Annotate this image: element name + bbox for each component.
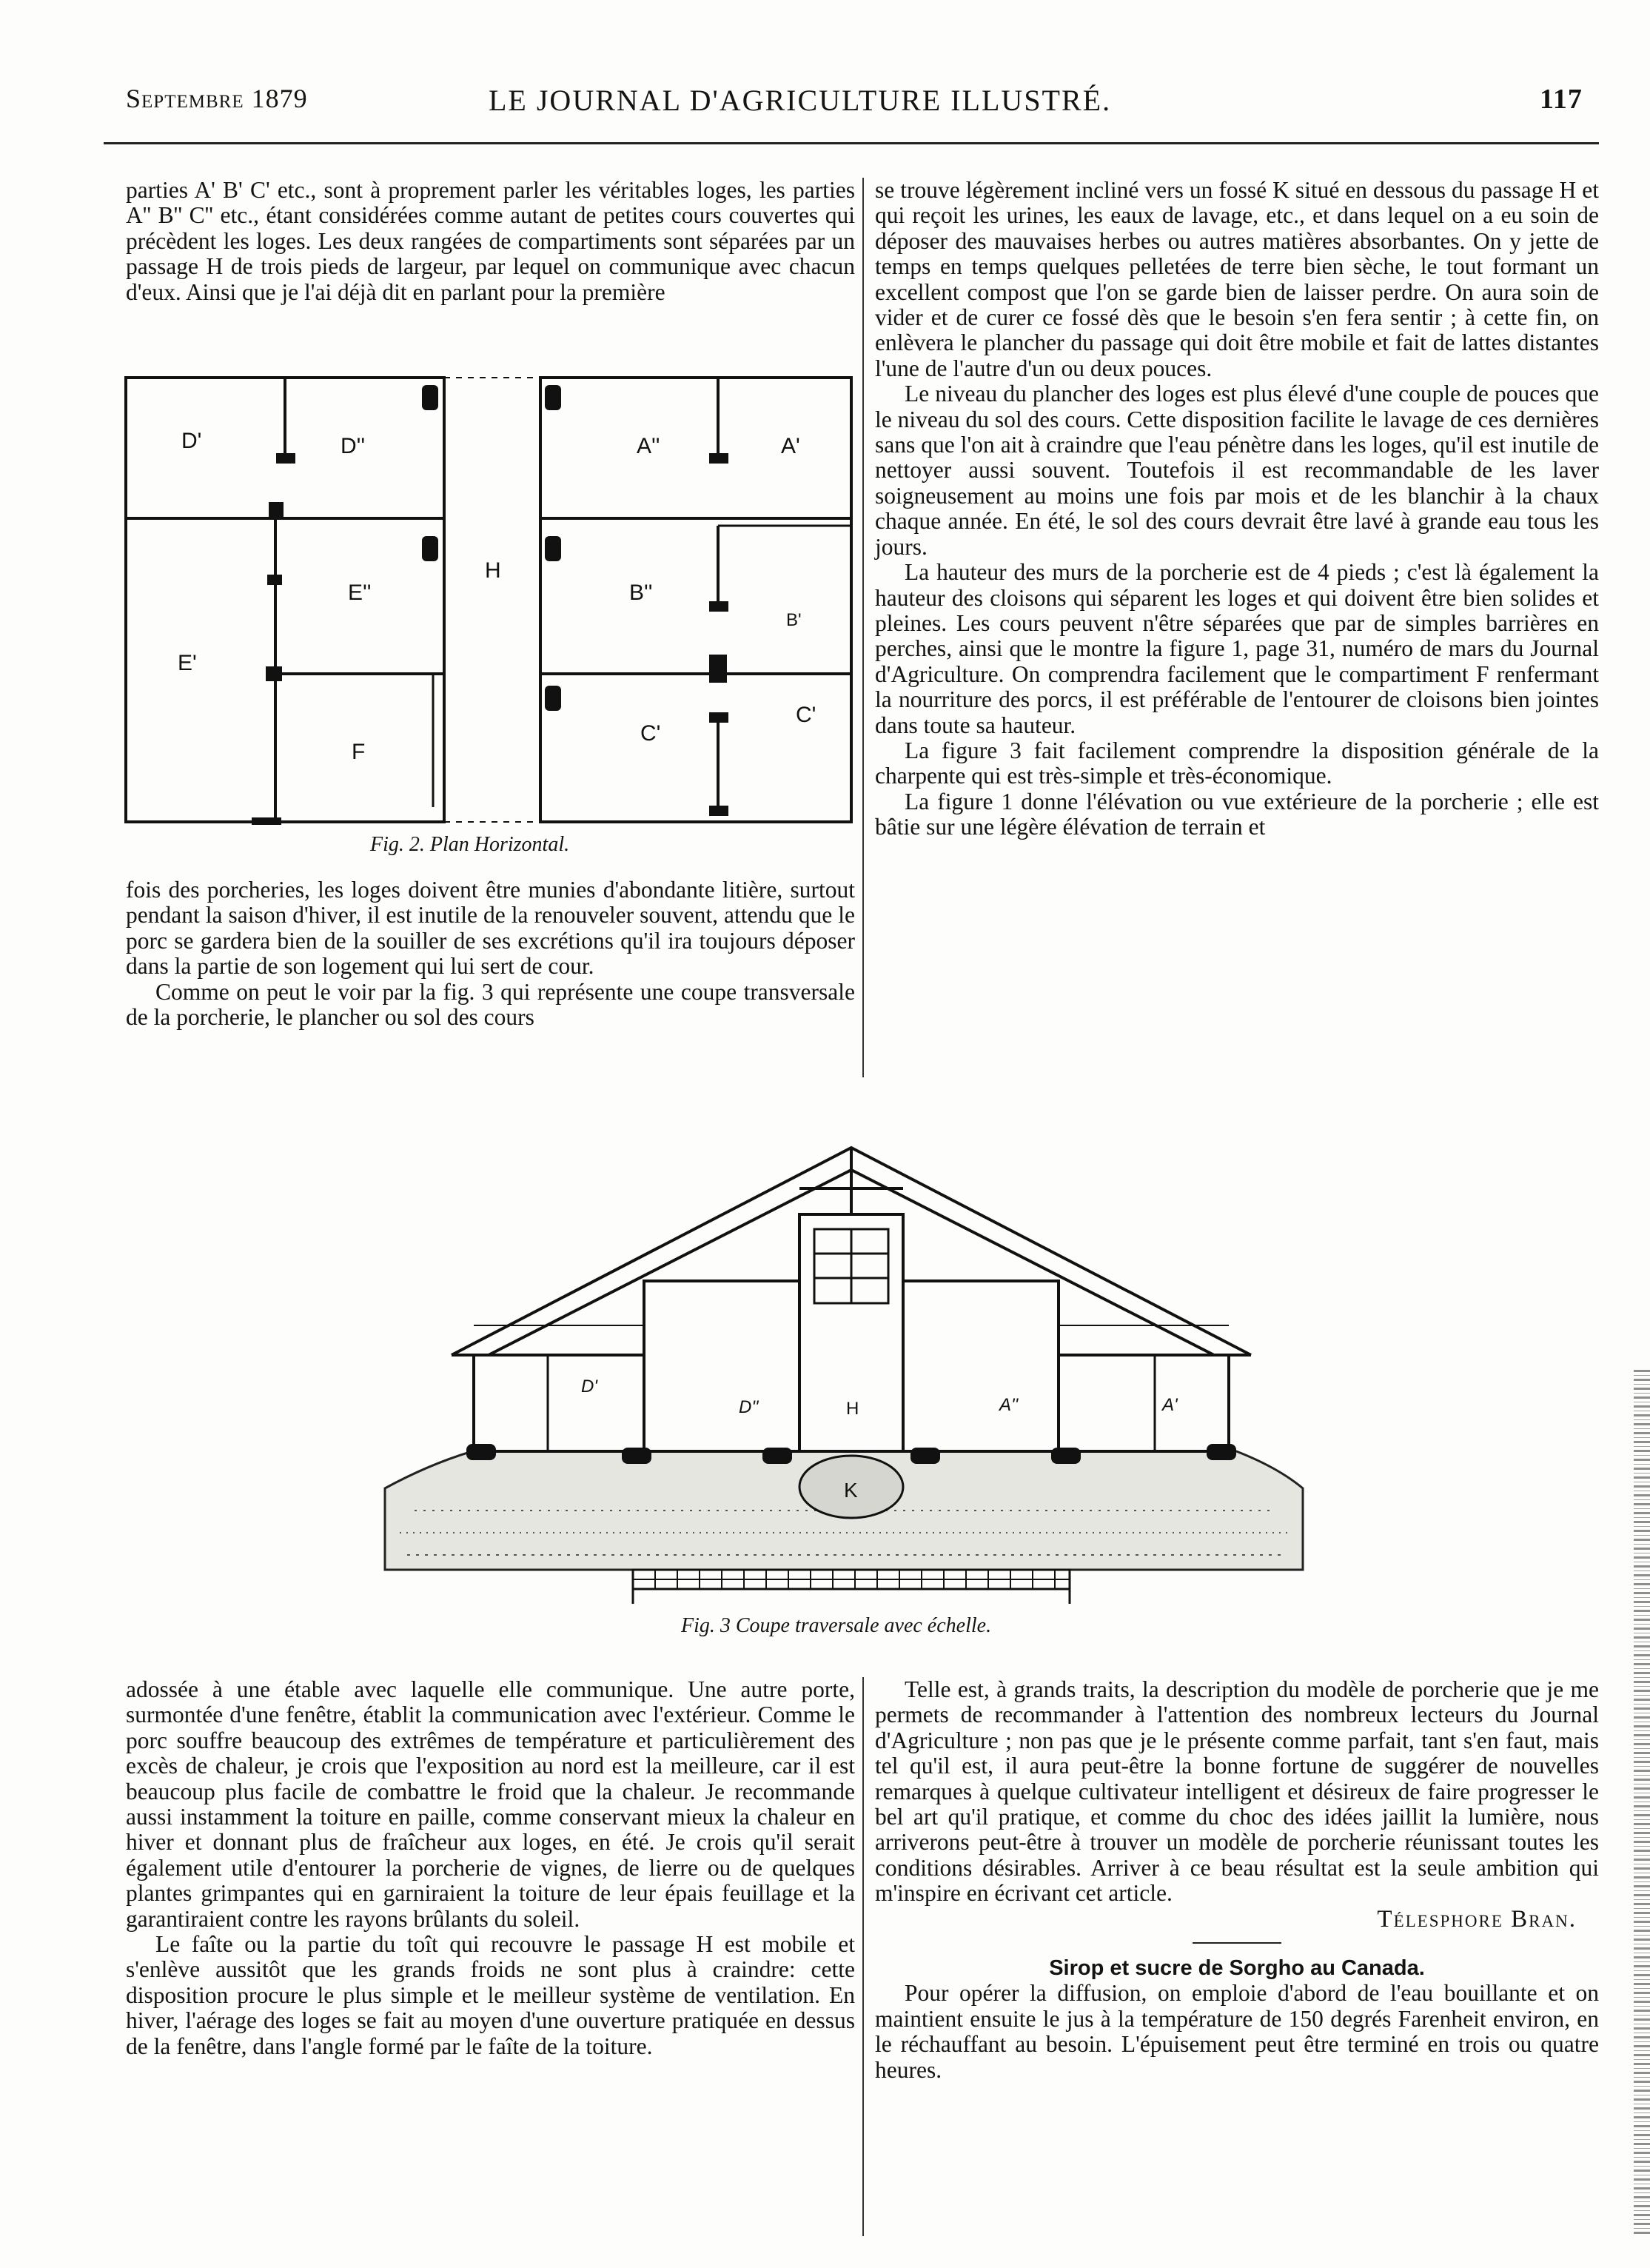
label-d2: D'' (341, 434, 366, 458)
header-rule (104, 142, 1599, 144)
label-k: K (844, 1479, 858, 1502)
figure-3-caption: Fig. 3 Coupe traversale avec échelle. (681, 1614, 992, 1637)
label-c1: C' (796, 703, 816, 727)
paragraph: La figure 1 donne l'élévation ou vue extérieure de la porcherie ; elle est bâtie sur une légère élévation de terrain et (875, 788, 1599, 840)
author-signature: Télesphore Bran. (1377, 1905, 1577, 1933)
right-pens-outline (540, 378, 851, 822)
label-e1: E' (178, 651, 197, 675)
label-a1: A' (1162, 1395, 1178, 1415)
label-d1: D' (581, 1376, 597, 1396)
figure-2-caption: Fig. 2. Plan Horizontal. (370, 833, 570, 856)
article-title: Sirop et sucre de Sorgho au Canada. (1049, 1956, 1425, 1981)
label-f: F (352, 740, 366, 764)
label-a1: A' (781, 434, 800, 458)
paragraph: Pour opérer la diffusion, on emploie d'abord de l'eau bouillante et on maintient ensuite le jus à la température de 150 degrés Farenheit environ, en le réchauffant au besoin. L'épuisement peut être terminé en trois ou quatre heures. (875, 1980, 1599, 2083)
header-date: Septembre 1879 (126, 84, 308, 113)
label-c2: C' (640, 721, 661, 746)
paragraph: se trouve légèrement incliné vers un fossé K situé en dessous du passage H et qui reçoit les urines, les eaux de lavage, etc., et dans lequel on a eu soin de déposer des mauvaises herbes ou autres matières absorbantes. On y jette de temps en temps quelques pelletées de terre bien sèche, le tout formant un excellent compost que l'on se garde bien de laisser perdre. On aura soin de vider et de curer ce fossé dès que le besoin s'en fera sentir ; à cette fin, on enlèvera le plancher du passage qui doit être mobile et fait de lattes distantes l'une de l'autre d'un ou deux pouces. (875, 177, 1599, 381)
paragraph: adossée à une étable avec laquelle elle communique. Une autre porte, surmontée d'une fenêtre, établit la communication avec l'extérieur. Comme le porc souffre beaucoup des extrêmes de température et particulièrement des excès de chaleur, je crois que l'exposition au nord est la meilleure, car il est beaucoup plus facile de combattre le froid que la chaleur. Je recommande aussi instamment la toiture en paille, comme conservant mieux la chaleur en hiver et donnant plus de fraîcheur aux loges, en été. Je crois qu'il serait également utile d'entourer la porcherie de vignes, de lierre ou de quelques plantes grimpantes qui en garniraient la toiture de leur épais feuillage et la garantiraient contre les rayons brûlants du soleil. (126, 1676, 855, 1932)
column-middle-left (126, 877, 855, 1030)
column-bottom-left (126, 1677, 855, 2059)
paragraph: parties A' B' C' etc., sont à proprement parler les véritables loges, les parties A'' B'' C'' etc., étant considérées comme autant de petites cours couvertes qui précèdent les loges. Les deux rangées de compartiments sont séparées par un passage H de trois pieds de largeur, par lequel on communique avec chacun d'eux. Ainsi que je l'ai déjà dit en parlant pour la première (126, 177, 855, 305)
scale-bar (633, 1570, 1070, 1604)
label-h: H (485, 558, 501, 583)
paragraph: Comme on peut le voir par la fig. 3 qui représente une coupe transversale de la porcherie, le plancher ou sol des cours (126, 978, 855, 1031)
column-top-right (875, 178, 1599, 840)
section-rule (1193, 1942, 1281, 1944)
paragraph: La figure 3 fait facilement comprendre la disposition générale de la charpente qui est très-simple et très-économique. (875, 737, 1599, 789)
page-number: 117 (1540, 84, 1583, 115)
paragraph: fois des porcheries, les loges doivent être munies d'abondante litière, surtout pendant la saison d'hiver, il est inutile de la renouveler souvent, attendu que le porc se gardera bien de la souiller de ses excrétions qu'il ira toujours déposer dans la partie de son logement qui lui sert de cour. (126, 877, 855, 980)
column-bottom-right (875, 1677, 1599, 2083)
label-a2: A'' (999, 1395, 1019, 1415)
paragraph: La hauteur des murs de la porcherie est de 4 pieds ; c'est là également la hauteur des cloisons qui séparent les loges et qui doivent être bien solides et pleines. Les cours peuvent n'être séparées que par de simples barrières en perches, ainsi que le montre la figure 1, page 31, numéro de mars du Journal d'Agriculture. On comprendra facilement que le compartiment F renfermant la nourriture des porcs, il est préférable de l'entourer de cloisons bien jointes dans toute sa hauteur. (875, 559, 1599, 738)
label-h: H (846, 1399, 859, 1419)
page-edge-marks (1634, 1370, 1650, 2236)
label-a2: A'' (637, 434, 660, 458)
label-b1: B' (786, 610, 802, 630)
label-d1: D' (181, 429, 202, 453)
figure-3-cross-section (370, 1133, 1332, 1636)
paragraph: Le faîte ou la partie du toît qui recouvre le passage H est mobile et s'enlève aussitôt que les grands froids ne sont plus à craindre: cette disposition procure le plus simple et le meilleur système de ventilation. En hiver, l'aérage des loges se fait au moyen d'une ouverture pratiquée en dessus de la fenêtre, dans l'angle formé par le faîte de la toiture. (126, 1931, 855, 2059)
label-e2: E'' (348, 581, 372, 605)
column-top-left (126, 178, 855, 305)
paragraph: Le niveau du plancher des loges est plus élevé d'une couple de pouces que le niveau du sol des cours. Cette disposition facilite le lavage de ces dernières sans que l'on ait à craindre que l'eau pénètre dans les loges, qu'il est inutile de nettoyer aussi souvent. Toutefois il est recommandable de les laver soigneusement au moins une fois par mois et de les blanchir à la chaux chaque année. En été, le sol des cours devrait être lavé à grande eau tous les jours. (875, 381, 1599, 560)
journal-title: LE JOURNAL D'AGRICULTURE ILLUSTRÉ. (489, 84, 1112, 117)
column-divider (862, 1677, 864, 2236)
label-d2: D'' (739, 1397, 759, 1417)
label-b2: B'' (629, 581, 653, 605)
paragraph: Telle est, à grands traits, la description du modèle de porcherie que je me permets de recommander à l'attention des nombreux lecteurs du Journal d'Agriculture ; non pas que je le présente comme parfait, tant s'en faut, mais tel qu'il est, il aura peut-être la bonne fortune de suggérer de nouvelles remarques à quelque cultivateur intelligent et désireux de faire progresser le bel art qu'il pratique, et comme du choc des idées jaillit la lumière, nous arriverons peut-être à trouver un modèle de porcherie réunissant toutes les conditions désirables. Arriver à ce beau résultat est la seule ambition qui m'inspire en écrivant cet article. (875, 1676, 1599, 1907)
figure-2-floor-plan (111, 370, 862, 844)
column-divider (862, 178, 864, 1077)
